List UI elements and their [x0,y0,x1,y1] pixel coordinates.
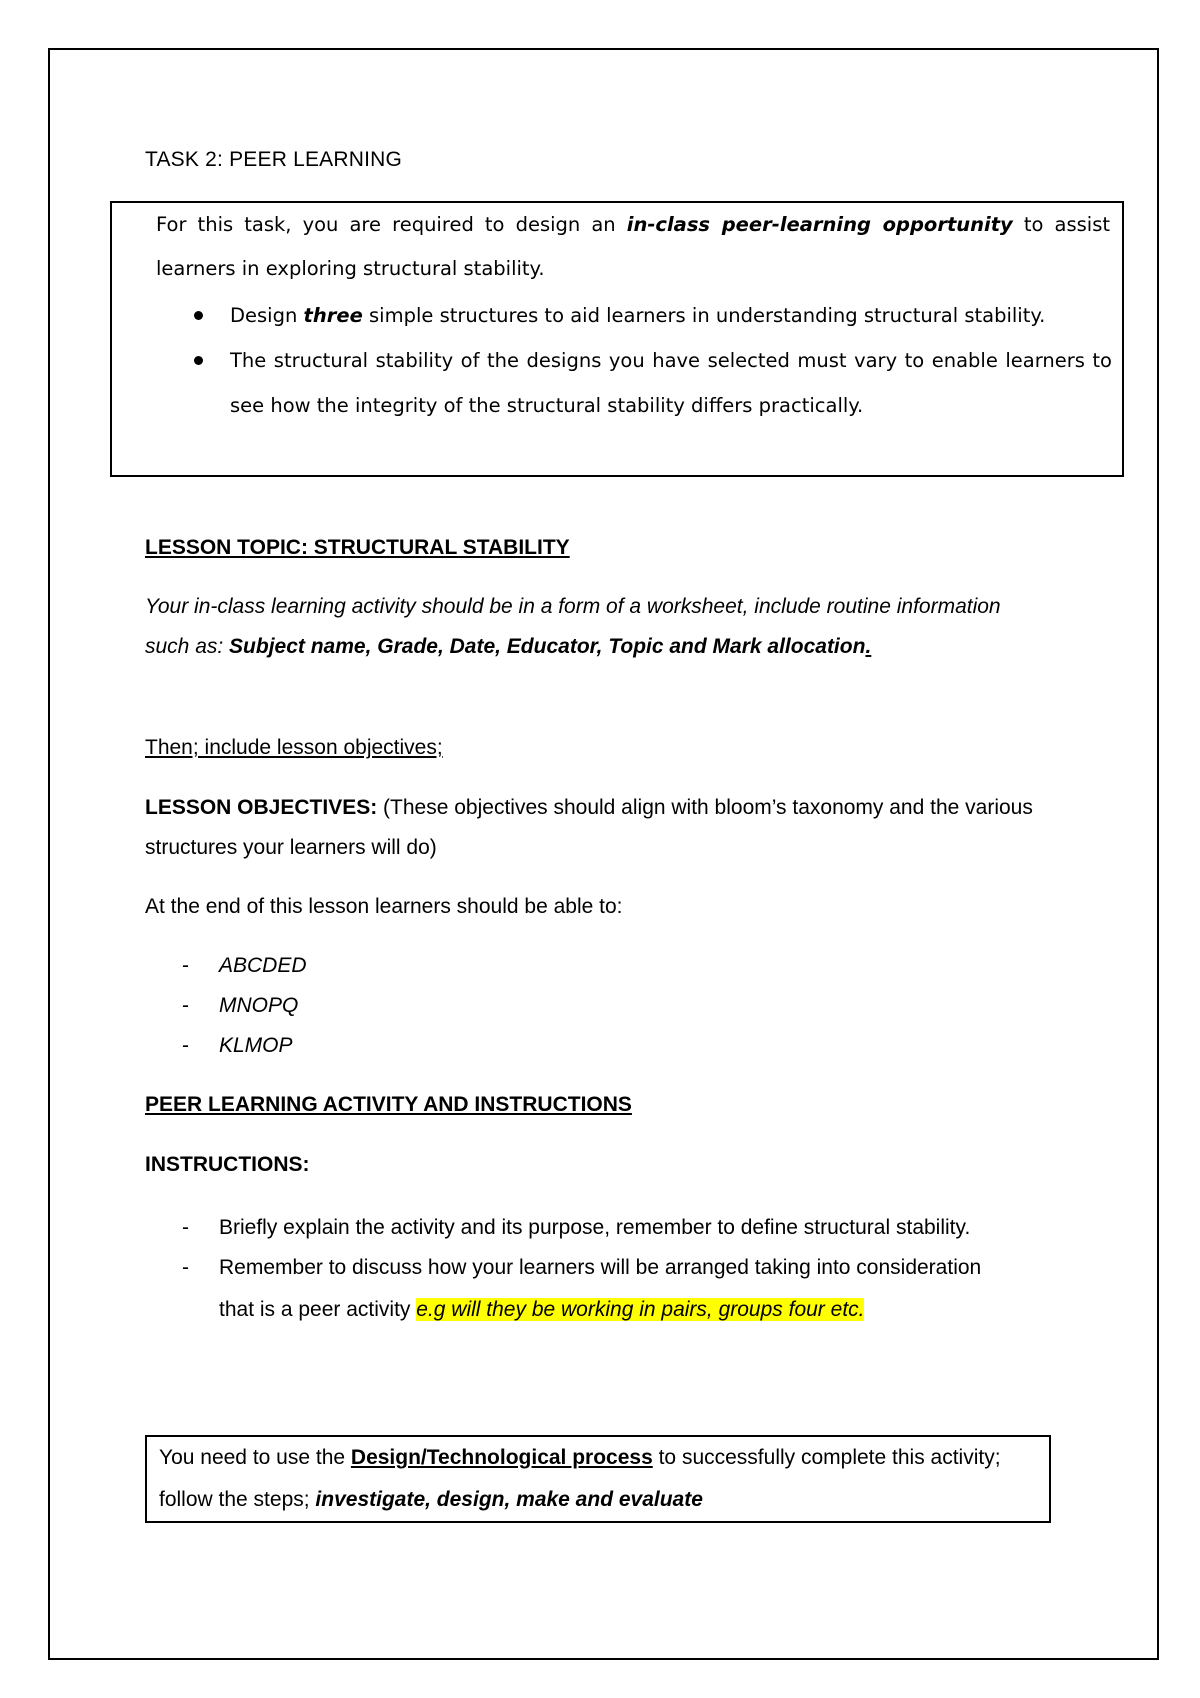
list-item: - Remember to discuss how your learners will be arranged taking into consideration that is a peer activity e.g will they be working in pairs, groups four etc. [182,1256,982,1321]
bullet-icon [194,311,203,320]
instructions-label: INSTRUCTIONS: [145,1153,310,1176]
task-title: TASK 2: PEER LEARNING [145,148,403,171]
lesson-topic-heading: LESSON TOPIC: STRUCTURAL STABILITY [145,536,570,559]
end-of-lesson-text: At the end of this lesson learners should be able to: [145,895,623,918]
task-intro: For this task, you are required to design an in-class peer-learning opportunity to assist learners in exploring structural stability. [156,213,1110,280]
then-objectives-text: Then; include lesson objectives; [145,736,443,759]
peer-activity-heading: PEER LEARNING ACTIVITY AND INSTRUCTIONS [145,1093,632,1116]
process-note-box: You need to use the Design/Technological process to successfully complete this activity; follow the steps; investigate, design, make and evaluate [145,1435,1051,1523]
bullet-icon [194,356,203,365]
lesson-objectives-label: LESSON OBJECTIVES: [145,796,378,819]
highlighted-example: e.g will they be working in pairs, groups four etc. [416,1298,865,1321]
task-bullet-item: Design three simple structures to aid learners in understanding structural stability. [156,293,1112,338]
objectives-list [145,946,307,1066]
task-intro-emphasis: in-class peer-learning opportunity [626,213,1013,236]
lesson-objectives-paragraph: LESSON OBJECTIVES: (These objectives should align with bloom’s taxonomy and the various structures your learners will do) [145,796,1033,859]
worksheet-instructions: Your in-class learning activity should be in a form of a worksheet, include routine information such as: Subject name, Grade, Date, Educator, Topic and Mark allocation. [145,595,1001,658]
list-item: - Briefly explain the activity and its purpose, remember to define structural stability. [182,1216,971,1239]
list-item: - ABCDED [182,954,307,977]
process-steps: investigate, design, make and evaluate [315,1488,703,1511]
task-bullet-item: The structural stability of the designs you have selected must vary to enable learners to see how the integrity of the structural stability differs practically. [156,338,1112,428]
task-bullet-list [156,293,1112,428]
design-process-term: Design/Technological process [350,1446,653,1469]
list-item: - KLMOP [182,1034,293,1057]
task-description-box [110,201,1124,477]
instructions-list [145,1207,1085,1331]
list-item: - MNOPQ [182,994,299,1017]
